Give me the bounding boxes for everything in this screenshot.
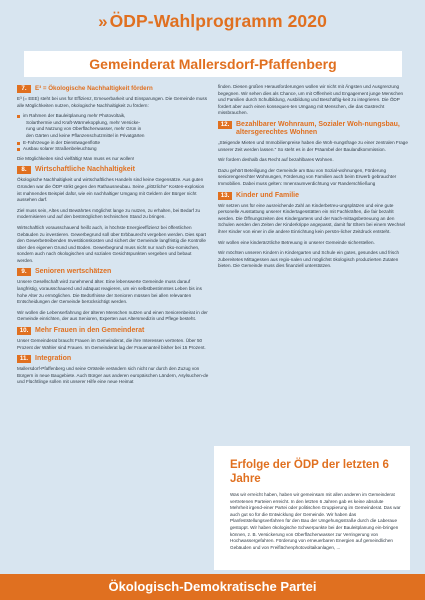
- paragraph: finden. Diesen großen Herausforderungen wollen wir nicht mit Ängsten und Ausgrenzung begegnen. Wir sehen dies als Chance, um mit Offenheit und Engagement junge Menschen und Familien durch Schulbildung, Ausbildung und Beschäftig-keit zu integrieren. Die ÖDP fordert aber auch einen konsequen-ten Umgang mit Menschen, die das Gastrecht missbrauchen.: [218, 84, 404, 116]
- section-11: [17, 355, 209, 386]
- section-title: E³ = Ökologische Nachhaltigkeit fördern: [35, 85, 153, 92]
- section-number: 8.: [17, 166, 31, 174]
- paragraph: Wir setzen uns für eine ausreichende Zahl an Kinderbetreu-ungsplätzen und eine gute personelle Ausstattung unserer Kindertagesstätten ein mit Fachkräften, die fair bezahlt werden. Die Öffnungszeiten des Kindergartens und der Nach-mittagsbetreuung an den Schulen werden den Zeiten der Kinderkrippe angepasst, damit für Eltern bei einem Wechsel ihrer Kinder von einer in die andere Einrichtung kein persön-licher Zeitdruck entsteht.: [218, 202, 406, 234]
- success-title: Erfolge der ÖDP der letzten 6 Jahre: [230, 459, 389, 485]
- paragraph: Die Möglichkeiten sind vielfältig! Man muss es nur wollen!: [17, 155, 135, 161]
- paragraph: Unser Gemeinderat braucht Frauen im Gemeinderat, die ihre Interessen vertreten. Über 50 Prozent der Wähler sind Frauen. Im Gemeinderat lag der Frauenanteil bisher bei 15 Prozent.: [17, 338, 206, 350]
- section-12: [218, 121, 410, 188]
- section-10: [17, 327, 209, 351]
- section-13: [218, 192, 410, 270]
- success-text: Was wir erreicht haben, haben wir gemeinsam mit allen anderen im Gemeinderat vertretenen Parteien erreicht. In den letzten 6 Jahren gab es keine absolute Mehrheit irgend-einer Partei oder politischen Gruppierung im Gemeinderat. Das war auch gut so für die Entwicklung der Gemeinde. Wir haben das Planfeststellungsverfahren für den Bau der Umgehungsstraße durch die Laberaue gestoppt. Wir haben ökologische Schwerpunkte bei der Bauleitplanung ein-bringen können, z. B. Versickerung von Oberflächenwasser zur Verringerung von Hochwassergefahren. Förderung von erneuerbaren Energien auf gemeindlichen Gebäuden und von Freiflächenphotovoltaikanlagen, ...: [230, 492, 401, 550]
- paragraph: Wir möchten unseren Kindern in Kindergarten und Schule ein gutes, gesundes und frisch zubereitetes Mittagessen aus regio-nalen und möglichst ökologisch produzierten Zutaten bieten. Die Gemeinde muss dies finanziell unterstützen.: [218, 250, 400, 269]
- bullet-item: E-Fahrzeuge in der Dienstwagenflotte: [17, 140, 209, 147]
- section-number: 12.: [218, 121, 232, 129]
- paragraph: Wir wollen eine kinderärztliche Betreuung in unserer Gemeinde sicherstellen.: [218, 239, 375, 245]
- paragraph: Wirtschaftlich vorausschauend heißt auch, in höchste Energieeffizienz bei öffentlichen Gebäuden zu investieren. Gewerbegrund soll über Erbbaurecht vergeben werden. Dies spart den Gewerbetreibenden Investitionskosten und sichert der Gemeinde langfristig die Kontrolle über den eigenen Grund und Boden. Gewerbegrund muss nicht nur nach öko-nomischen, sondern auch nach ökologischen und sozialen Gesichtspunkten vergeben und bebaut werden.: [17, 224, 206, 263]
- chevron-icon: »: [98, 12, 106, 31]
- section-title: Mehr Frauen in den Gemeinderat: [35, 327, 145, 335]
- footer-banner: Ökologisch-Demokratische Partei: [0, 574, 425, 600]
- paragraph: Wir fordern deshalb das Recht auf bezahlbares Wohnen.: [218, 157, 334, 163]
- paragraph: „Steigende Mieten und Immobilienpreise haben die Woh-nungsfrage zu einer zentralen Frage unserer Zeit werden lassen." So steht es in der Präambel der Baulandkommission.: [218, 139, 408, 152]
- section-title: Wirtschaftliche Nachhaltigkeit: [35, 166, 135, 174]
- paragraph: E³ (= EEE) steht bei uns für Effizienz, Erneuerbarkeit und Einsparungen. Die Gemeinde muss alle Möglichkeiten nutzen, ökologische Nachhaltigkeit zu fördern:: [17, 96, 208, 108]
- section-title: Senioren wertschätzen: [35, 268, 112, 276]
- paragraph: Unsere Gesellschaft wird zunehmend älter. Eine lebenswerte Gemeinde muss darauf langfristig, vorausschauend und adäquat reagieren, um ein selbstbestimmtes Leben bis ins hohe Alter zu ermöglichen. Die Bedürfnisse der Senioren müssen bei allen relevanten Entscheidungen der Gemeinde berücksichtigt werden.: [17, 279, 202, 305]
- section-header: [17, 268, 209, 276]
- section-7: [17, 85, 209, 162]
- section-number: 10.: [17, 327, 31, 335]
- section-9: [17, 268, 209, 323]
- section-header: [17, 355, 209, 363]
- bullet-list: [17, 113, 209, 153]
- bullet-continuation: Solarthermie und Kraft-Wärmekopplung, mehr Versicke-: [26, 119, 141, 125]
- bullet-item: im Rahmen der Bauleitplanung mehr Photovoltaik,: [17, 113, 209, 120]
- section-number: 11.: [17, 355, 31, 363]
- section-header: [17, 327, 209, 335]
- paragraph: Dazu gehört Beteiligung der Gemeinde am Bau von Sozial-wohnungen, Förderung seniorengerechter Wohnungen, Förderung von Familien auch beim Erwerb gebrauchter Immobilien. Dabei muss gelten: Innenraumverdichtung vor Randerschließung: [218, 167, 397, 186]
- section-title: Bezahlbarer Wohnraum, Sozialer Woh-nungsbau, altersgerechtes Wohnen: [236, 120, 400, 136]
- title-text: ÖDP-Wahlprogramm 2020: [109, 11, 327, 31]
- section-header: [218, 121, 410, 137]
- section-8: [17, 166, 209, 264]
- success-box: [214, 446, 410, 570]
- section-number: 9.: [17, 268, 31, 276]
- bullet-continuation: den Gärten und keine Pflanzenschutzmittel in Privatgärten: [26, 132, 145, 138]
- section-number: 13.: [218, 192, 232, 200]
- section-title: Integration: [35, 355, 72, 363]
- paragraph: Ökologische Nachhaltigkeit und wirtschaftliches Handeln sind keine Gegensätze. Aus guten Gründen war die ÖDP strikt gegen den Rathausneubau. Seine „plötzliche" Kosten-explosion ist mahnendes Beispiel dafür, wie ein nachhaltiger Umgang mit Geldern der Bürger nicht aussehen darf.: [17, 177, 205, 203]
- section-number: 7.: [17, 85, 31, 93]
- section-header: [218, 192, 410, 200]
- paragraph: Wir wollen die Lebenserfahrung der älteren Menschen nutzen und einen Seniorenbeirat in der Gemeinde einrichten, der aus Senioren, Experten aus Altersmedizin und Pflege besteht.: [17, 309, 208, 322]
- page-title: [0, 11, 425, 32]
- section-header: [17, 166, 209, 174]
- section-header: [17, 85, 209, 93]
- left-column: [17, 84, 209, 570]
- paragraph: Mallersdorf-Pfaffenberg und seine Ortsteile verändern sich nicht nur durch den Zuzug von Bürgern in neue Baugebiete. Auch Bürger aus anderen europäischen Ländern, Asylsuchen-de und Flüchtlinge sollen mit unserer Hilfe eine neue Heimat: [17, 366, 209, 385]
- bullet-continuation: rung und Nutzung von Oberflächenwasser, mehr Grün in: [26, 126, 142, 132]
- section-title: Kinder und Familie: [236, 191, 300, 199]
- subtitle-banner: Gemeinderat Mallersdorf-Pfaffenberg: [24, 51, 402, 77]
- paragraph: Ziel muss sein, Altes und Bewährtes möglichst lange zu nutzen, zu erhalten, bei Bedarf zu modernisieren und auf den bestmöglichen technischen Stand zu bringen.: [17, 207, 201, 220]
- bullet-item: Ausbau solarer Straßenbeleuchtung: [17, 146, 209, 153]
